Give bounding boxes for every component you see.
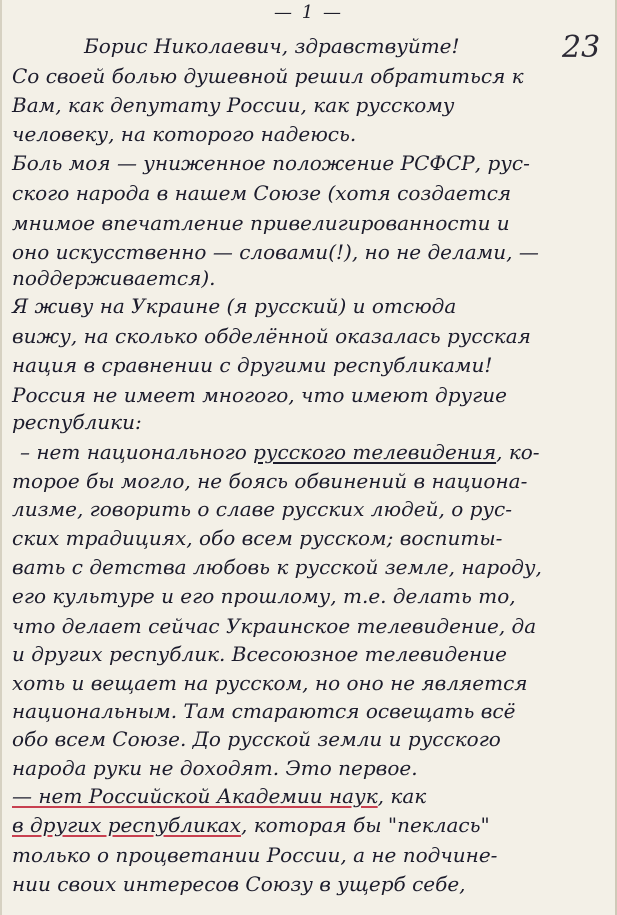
letter-line: торое бы могло, не боясь обвинений в национа- [12,469,528,493]
letter-greeting: Борис Николаевич, здравствуйте! [84,34,460,58]
letter-line: национальным. Там стараются освещать всё [12,699,516,723]
letter-line: нии своих интересов Союзу в ущерб себе, [12,872,466,896]
letter-line: ского народа в нашем Союзе (хотя создается [12,181,512,205]
letter-line: поддерживается). [12,266,216,290]
letter-text: , как [377,784,427,808]
letter-line: ских традициях, обо всем русском; воспиты- [12,526,503,550]
letter-line: что делает сейчас Украинское телевидение, да [12,614,537,638]
letter-line: его культуре и его прошлому, т.е. делать то, [12,584,516,608]
letter-line: обо всем Союзе. До русской земли и русского [12,727,501,751]
letter-text: , которая бы "пеклась" [241,813,490,837]
letter-line: только о процветании России, а не подчине- [12,843,498,867]
letter-line [12,786,426,806]
letter-line: вижу, на сколько обделённой оказалась русская [12,324,531,348]
letter-line: оно искусственно — словами(!), но не делами, — [12,240,539,264]
letter-line: Со своей болью душевной решил обратиться к [12,64,524,88]
red-underlined-text: — нет Российской Академии наук [12,784,378,808]
archive-page-number: 23 [562,30,601,65]
letter-line: вать с детства любовь к русской земле, народу, [12,555,542,579]
letter-line: и других республик. Всесоюзное телевидение [12,642,507,666]
letter-line [20,442,540,462]
letter-line: народа руки не доходят. Это первое. [12,756,418,780]
red-underlined-text: в других республиках [12,813,241,837]
letter-line: хоть и вещает на русском, но оно не является [12,671,528,695]
letter-line [12,815,490,835]
letter-line: Я живу на Украине (я русский) и отсюда [12,294,457,318]
letter-line: мнимое впечатление привелигированности и [12,211,510,235]
page-number: — 1 — [274,2,343,23]
letter-line: Россия не имеет многого, что имеют другие [12,383,507,407]
letter-text: , ко- [496,440,540,464]
letter-line: лизме, говорить о славе русских людей, о рус- [12,497,512,521]
letter-line: республики: [12,410,142,434]
letter-line: Боль моя — униженное положение РСФСР, рус- [12,151,530,175]
letter-line: нация в сравнении с другими республиками! [12,353,493,377]
letter-line: человеку, на которого надеюсь. [12,122,357,146]
underlined-text: русского телевидения [253,440,497,464]
letter-text: – нет национального [20,440,254,464]
letter-line: Вам, как депутату России, как русскому [12,93,455,117]
